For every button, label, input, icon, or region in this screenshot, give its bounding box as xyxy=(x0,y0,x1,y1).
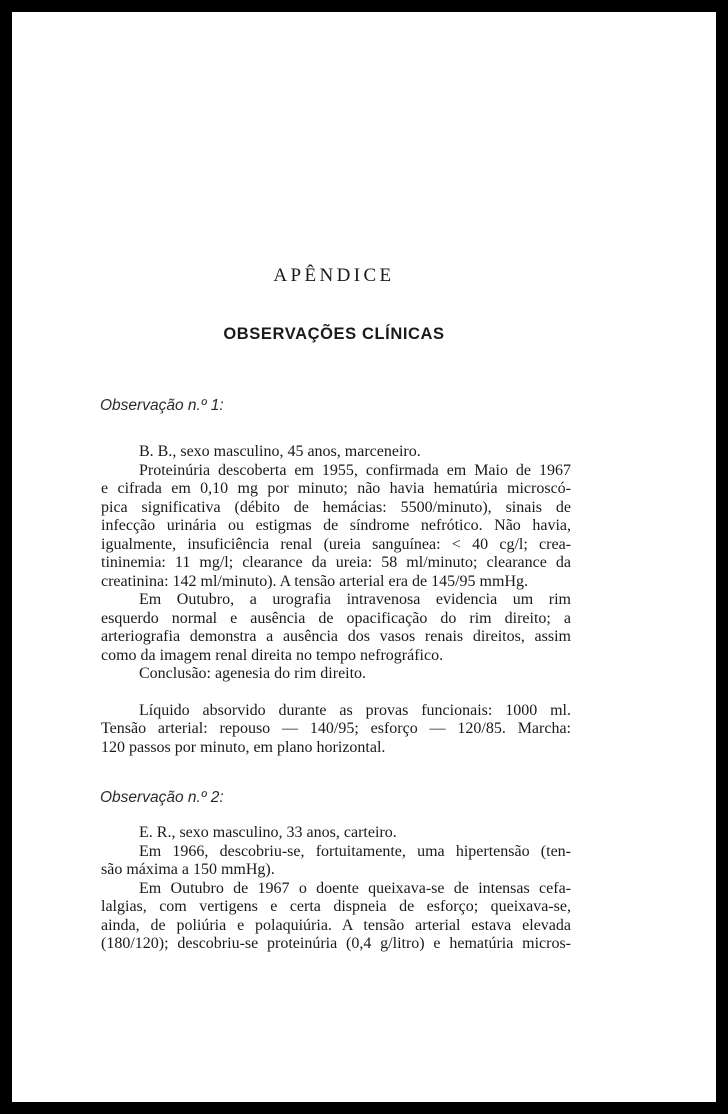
obs1-line-14: Líquido absorvido durante as provas funcionais: 1000 ml. xyxy=(139,701,571,719)
obs1-line-13: Conclusão: agenesia do rim direito. xyxy=(139,665,367,682)
observation-2-label: Observação n.º 2: xyxy=(100,789,224,806)
obs2-line-3: são máxima a 150 mmHg). xyxy=(101,861,275,878)
obs2-line-2: Em 1966, descobriu-se, fortuitamente, uma hipertensão (ten- xyxy=(139,842,571,860)
observation-1-label: Observação n.º 1: xyxy=(100,397,224,414)
obs2-line-6: ainda, de poliúria e polaquiúria. A tensão arterial estava elevada xyxy=(101,916,571,934)
obs1-line-4: pica significativa (débito de hemácias: 5500/minuto), sinais de xyxy=(101,498,571,516)
obs1-line-15: Tensão arterial: repouso — 140/95; esforço — 120/85. Marcha: xyxy=(101,720,571,737)
obs1-line-3: e cifrada em 0,10 mg por minuto; não havia hematúria microscó- xyxy=(101,480,571,497)
obs1-line-8: creatinina: 142 ml/minuto). A tensão arterial era de 145/95 mmHg. xyxy=(101,572,528,590)
obs1-line-7: tininemia: 11 mg/l; clearance da ureia: 58 ml/minuto; clearance da xyxy=(101,554,571,571)
obs1-line-16: 120 passos por minuto, em plano horizontal. xyxy=(101,738,386,756)
document-page xyxy=(12,12,716,1102)
appendix-title: APÊNDICE xyxy=(273,265,395,286)
obs2-line-5: lalgias, com vertigens e certa dispneia de esforço; queixava-se, xyxy=(101,898,571,915)
obs1-line-9: Em Outubro, a urografia intravenosa evidencia um rim xyxy=(139,591,571,608)
observation-1-body xyxy=(101,443,571,757)
obs2-line-1: E. R., sexo masculino, 33 anos, carteiro. xyxy=(139,824,397,841)
obs1-line-2: Proteinúria descoberta em 1955, confirmada em Maio de 1967 xyxy=(139,461,571,479)
obs2-line-7: (180/120); descobriu-se proteinúria (0,4 g/litro) e hematúria micros- xyxy=(101,935,571,952)
obs1-line-6: igualmente, insuficiência renal (ureia sanguínea: < 40 cg/l; crea- xyxy=(101,535,571,553)
obs1-line-11: arteriografia demonstra a ausência dos vasos renais direitos, assim xyxy=(101,628,571,645)
obs1-line-10: esquerdo normal e ausência de opacificação do rim direito; a xyxy=(101,609,571,627)
paragraph-gap xyxy=(101,684,571,702)
section-title: OBSERVAÇÕES CLÍNICAS xyxy=(223,325,445,343)
obs1-line-1: B. B., sexo masculino, 45 anos, marceneiro. xyxy=(139,443,421,460)
observation-2-body xyxy=(101,824,571,954)
obs2-line-4: Em Outubro de 1967 o doente queixava-se de intensas cefa- xyxy=(139,879,571,897)
obs1-line-5: infecção urinária ou estigmas de síndrome nefrótico. Não havia, xyxy=(101,517,571,534)
obs1-line-12: como da imagem renal direita no tempo nefrográfico. xyxy=(101,646,444,664)
